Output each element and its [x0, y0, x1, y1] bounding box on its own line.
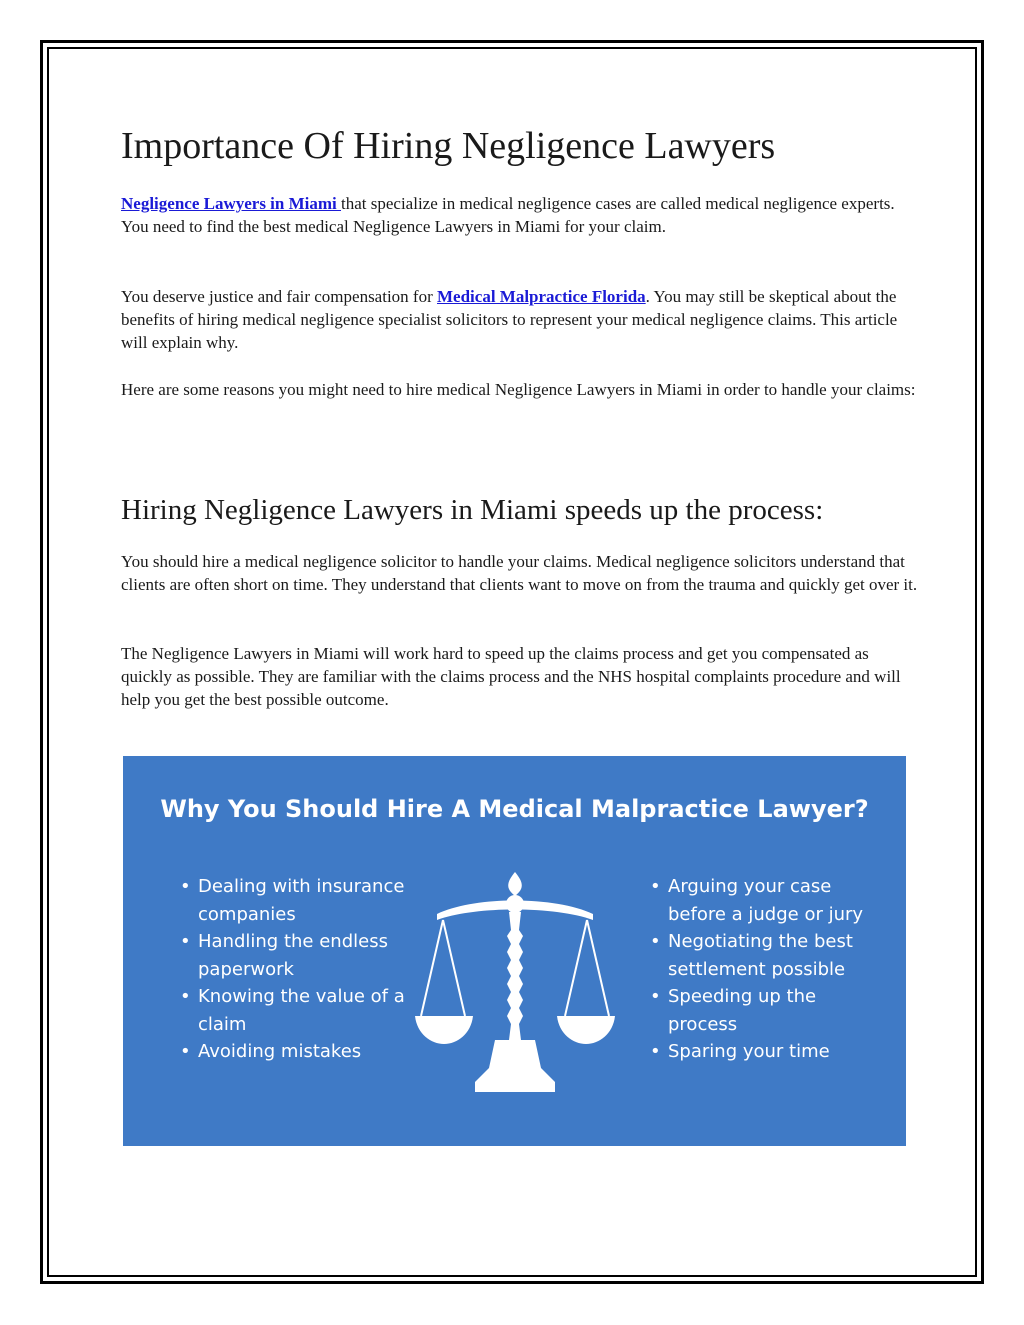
infographic [123, 756, 906, 1146]
list-item: • Speeding up the process [648, 983, 868, 1038]
section-heading: Hiring Negligence Lawyers in Miami speeds up the process: [121, 494, 824, 526]
list-item: • Avoiding mistakes [178, 1038, 408, 1066]
scales-of-justice-icon [415, 868, 615, 1138]
solicitor-paragraph: You should hire a medical negligence solicitor to handle your claims. Medical negligence solicitors understand that clients are often short on time. They understand that clients want to move on from the trauma and quickly get over it. [121, 552, 918, 594]
justice-text-after: . You may still be skeptical about the benefits of hiring medical negligence specialist solicitors to represent your medical negligence claims. This article will explain why. [121, 287, 898, 352]
medical-malpractice-link[interactable]: Medical Malpractice Florida [437, 287, 646, 306]
infographic-left-list [178, 873, 408, 1066]
list-item: • Negotiating the best settlement possible [648, 928, 868, 983]
infographic-right-list [648, 873, 868, 1066]
list-item: • Sparing your time [648, 1038, 868, 1066]
page-title: Importance Of Hiring Negligence Lawyers [121, 125, 776, 167]
intro-paragraph [121, 192, 921, 238]
list-item: • Knowing the value of a claim [178, 983, 408, 1038]
infographic-title: Why You Should Hire A Medical Malpractice Lawyer? [160, 795, 869, 823]
justice-text-before: You deserve justice and fair compensation for [121, 287, 437, 306]
justice-paragraph [121, 285, 921, 354]
speed-paragraph: The Negligence Lawyers in Miami will work hard to speed up the claims process and get you compensated as quickly as possible. They are familiar with the claims process and the NHS hospital complaints procedure and will help you get the best possible outcome. [121, 644, 901, 709]
reasons-paragraph: Here are some reasons you might need to hire medical Negligence Lawyers in Miami in order to handle your claims: [121, 380, 916, 399]
intro-text: that specialize in medical negligence cases are called medical negligence experts. You need to find the best medical Negligence Lawyers in Miami for your claim. [121, 194, 895, 236]
list-item: • Handling the endless paperwork [178, 928, 408, 983]
list-item: • Arguing your case before a judge or jury [648, 873, 868, 928]
negligence-lawyers-link[interactable]: Negligence Lawyers in Miami [121, 194, 342, 213]
list-item: • Dealing with insurance companies [178, 873, 408, 928]
